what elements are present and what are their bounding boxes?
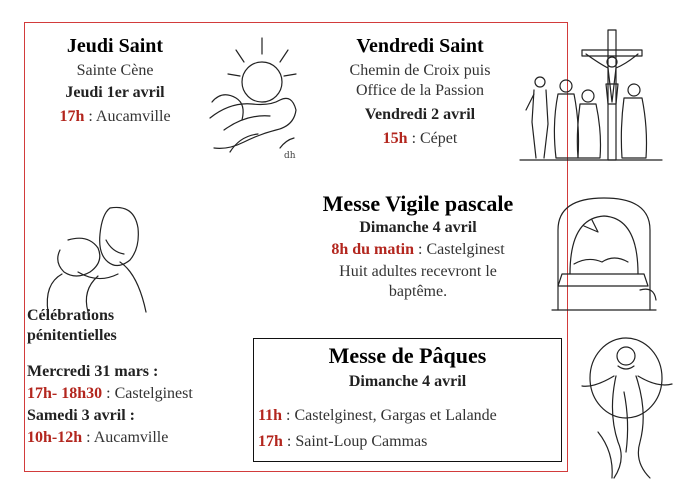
illustration-signature: dh [284,151,296,161]
vendredi-saint-time: 15h [382,130,408,147]
vigile-pascale-date: Dimanche 4 avril [359,218,477,236]
paques-place1: : Castelginest, Gargas et Lalande [282,407,497,424]
paques-schedule2 [258,432,558,452]
vendredi-saint-title: Vendredi Saint [356,35,484,57]
jeudi-saint-place: : Aucamville [84,108,171,125]
vendredi-saint-schedule [320,129,520,149]
penitentielles-section [27,306,252,448]
paques-title: Messe de Pâques [328,343,487,368]
penitentielles-place2: : Aucamville [82,429,169,446]
penitentielles-date1: Mercredi 31 mars : [27,363,159,380]
vendredi-saint-line1: Chemin de Croix puis [349,62,491,79]
penitentielles-time1: 17h- 18h30 [27,385,103,402]
paques-schedule [258,406,558,452]
empty-tomb-illustration [544,190,664,314]
communion-hands-illustration [200,30,310,160]
vigile-pascale-schedule [296,240,540,260]
penitentielles-title1: Célébrations [27,307,115,324]
paques-time2: 17h [258,433,283,450]
paques-section [253,342,562,392]
penitentielles-schedule2 [27,428,252,448]
penitentielles-place1: : Castelginest [102,385,193,402]
jeudi-saint-schedule [36,107,194,127]
vendredi-saint-section [320,34,520,149]
crucifixion-illustration [516,24,666,162]
penitentielles-date2: Samedi 3 avril : [27,407,135,424]
vigile-pascale-note2: baptême. [388,282,448,300]
vendredi-saint-date: Vendredi 2 avril [364,106,476,123]
paques-time1: 11h [258,407,283,424]
risen-christ-illustration [574,332,684,482]
vigile-pascale-time: 8h du matin [331,240,415,258]
paques-schedule1 [258,406,558,426]
penitentielles-title2: pénitentielles [27,327,117,344]
vigile-pascale-place: : Castelginest [414,240,505,258]
jeudi-saint-date: Jeudi 1er avril [65,84,165,101]
penitentielles-schedule1 [27,384,252,404]
vendredi-saint-line2: Office de la Passion [355,82,485,99]
jeudi-saint-time: 17h [59,108,85,125]
paques-date: Dimanche 4 avril [348,372,467,390]
vendredi-saint-place: : Cépet [407,130,458,147]
jeudi-saint-section [36,34,194,127]
jeudi-saint-subtitle: Sainte Cène [76,62,154,79]
vigile-pascale-title: Messe Vigile pascale [322,191,514,216]
vigile-pascale-section [296,190,540,302]
confession-illustration [28,200,158,314]
penitentielles-time2: 10h-12h [27,429,83,446]
vigile-pascale-note1: Huit adultes recevront le [339,262,497,280]
jeudi-saint-title: Jeudi Saint [66,35,164,57]
paques-place2: : Saint-Loup Cammas [282,433,428,450]
